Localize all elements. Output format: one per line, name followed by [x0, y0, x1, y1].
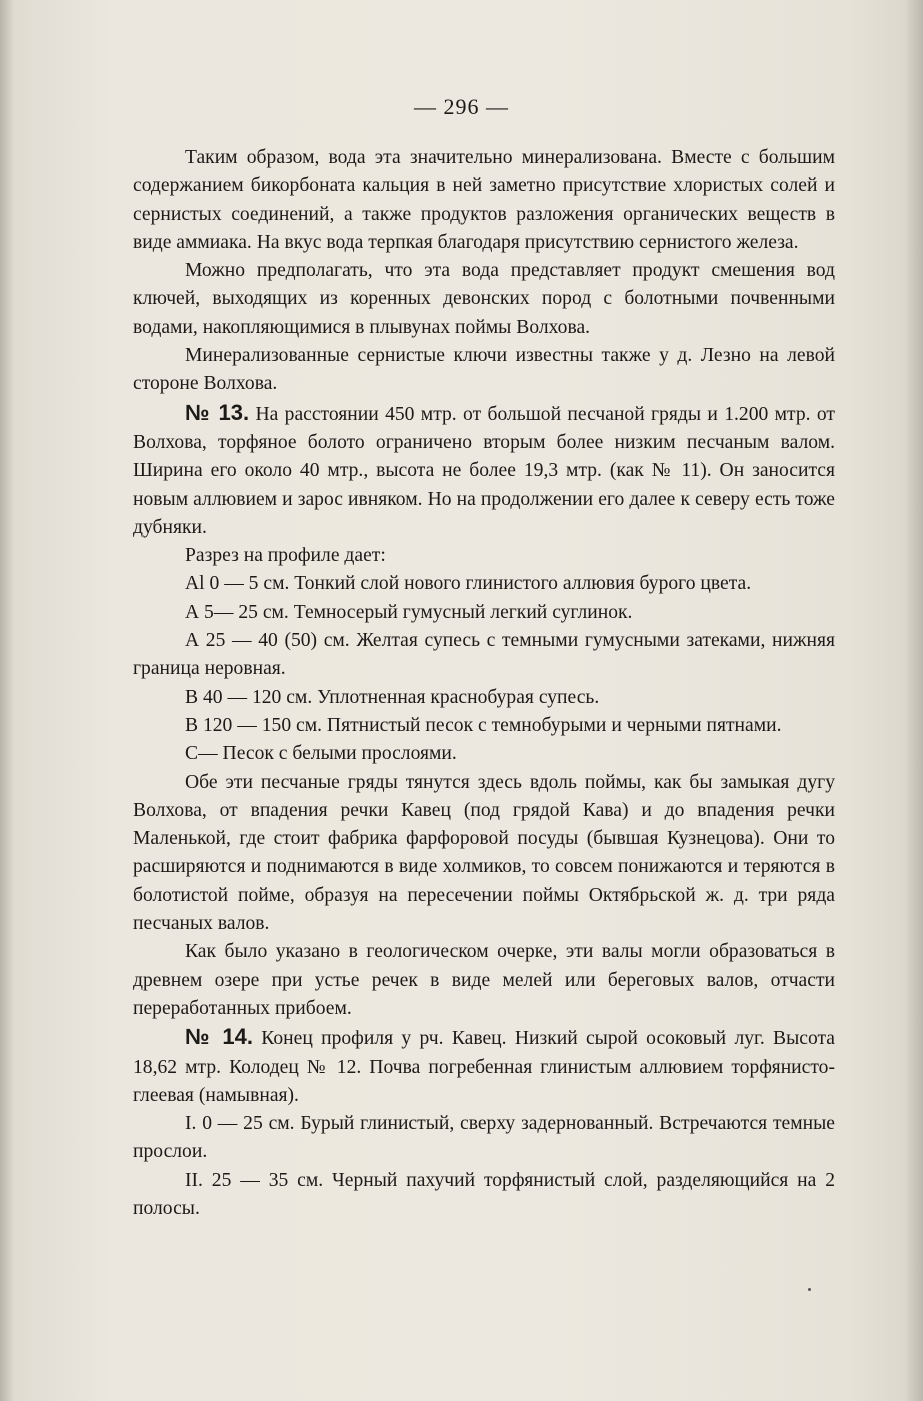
- body-text: [133, 144, 835, 1223]
- paragraph-text: Как было указано в геологическом очерке, эти валы могли образоваться в древнем озере при устье речек в виде мелей или береговых валов, отчасти переработанных прибоем.: [133, 941, 835, 1019]
- horizon-entry: [133, 627, 835, 684]
- horizon-entry: [133, 684, 835, 712]
- horizon-entry: [133, 712, 835, 740]
- section-number: № 13.: [185, 399, 250, 425]
- paragraph-text: II. 25 — 35 см. Черный пахучий торфянистый слой, разделяющийся на 2 полосы.: [133, 1169, 835, 1219]
- print-speck: [808, 1288, 811, 1291]
- paragraph: [133, 938, 835, 1023]
- paragraph-text: Таким образом, вода эта значительно минерализована. Вместе с большим содержанием бикорбоната кальция в ней заметно присутствие хлористых солей и сернистых соединений, а также продуктов разложения органических веществ в виде аммиака. На вкус вода терпкая благодаря присутствию сернистого железа.: [133, 147, 835, 253]
- horizon-entry: [133, 599, 835, 627]
- horizon-entry: [133, 740, 835, 768]
- paragraph-text: Al 0 — 5 см. Тонкий слой нового глинистого аллювия бурого цвета.: [185, 573, 752, 595]
- paragraph-text: В 120 — 150 см. Пятнистый песок с темнобурыми и черными пятнами.: [185, 714, 782, 736]
- paragraph: [133, 542, 835, 570]
- paragraph-text: А 5— 25 см. Темносерый гумусный легкий суглинок.: [185, 601, 633, 623]
- paragraph-text: I. 0 — 25 см. Бурый глинистый, сверху задернованный. Встречаются темные прослои.: [133, 1113, 835, 1163]
- paragraph: [133, 144, 835, 257]
- paragraph-text: С— Песок с белыми прослоями.: [185, 743, 457, 765]
- horizon-entry: [133, 1167, 835, 1224]
- section-paragraph: [133, 399, 835, 542]
- paragraph-text: Можно предполагать, что эта вода представляет продукт смешения вод ключей, выходящих из коренных девонских пород с болотными почвенными водами, накопляющимися в плывунах поймы Волхова.: [133, 260, 835, 338]
- paragraph-text: Конец профиля у рч. Кавец. Низкий сырой осоковый луг. Высота 18,62 мтр. Колодец № 12. Почва погребенная глинистым аллювием торфянисто-глеевая (намывная).: [133, 1028, 835, 1106]
- page-number: — 296 —: [414, 94, 509, 119]
- paragraph-text: А 25 — 40 (50) см. Желтая супесь с темными гумусными затеками, нижняя граница неровная.: [133, 630, 835, 680]
- section-number: № 14.: [185, 1024, 253, 1050]
- paragraph-text: На расстоянии 450 мтр. от большой песчаной гряды и 1.200 мтр. от Волхова, торфяное болото ограничено вторым более низким песчаным валом. Ширина его около 40 мтр., высота не более 19,3 мтр. (как № 11). Он заносится новым аллювием и зарос ивняком. Но на продолжении его далее к северу есть тоже дубняки.: [133, 403, 835, 538]
- page-edge-right: [905, 0, 923, 1401]
- section-paragraph: [133, 1023, 835, 1110]
- paragraph: [133, 769, 835, 939]
- paragraph: [133, 257, 835, 342]
- paragraph-text: В 40 — 120 см. Уплотненная краснобурая супесь.: [185, 686, 600, 708]
- paragraph-text: Минерализованные сернистые ключи известны также у д. Лезно на левой стороне Волхова.: [133, 345, 835, 395]
- horizon-entry: [133, 570, 835, 598]
- page-edge-left: [0, 0, 14, 1401]
- paragraph-text: Разрез на профиле дает:: [185, 545, 386, 567]
- paragraph-text: Обе эти песчаные гряды тянутся здесь вдоль поймы, как бы замыкая дугу Волхова, от впадения речки Кавец (под грядой Кава) и до впадения речки Маленькой, где стоит фабрика фарфоровой посуды (бывшая Кузнецова). Они то расширяются и поднимаются в виде холмиков, то совсем понижаются и теряются в болотистой пойме, образуя на пересечении поймы Октябрьской ж. д. три ряда песчаных валов.: [133, 771, 835, 935]
- paragraph: [133, 342, 835, 399]
- horizon-entry: [133, 1110, 835, 1167]
